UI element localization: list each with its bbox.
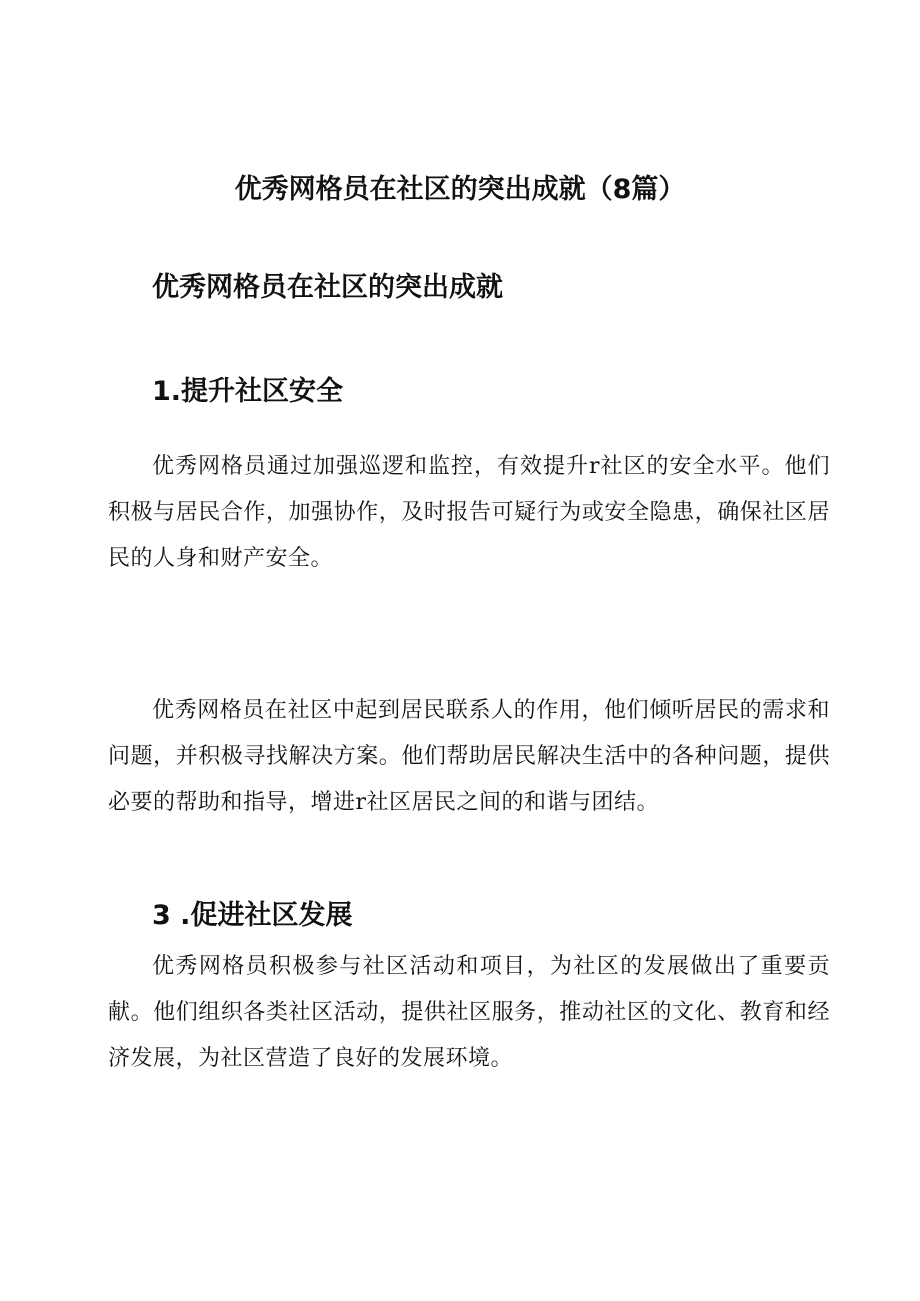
section-paragraph-2: 优秀网格员在社区中起到居民联系人的作用，他们倾听居民的需求和问题，并积极寻找解决方案。他们帮助居民解决生活中的各种问题，提供必要的帮助和指导，增进r社区居民之间的和谐与团结。 [108,698,830,815]
section-heading-1: 1.提升社区安全 [152,376,344,407]
document-subtitle: 优秀网格员在社区的突出成就 [152,272,503,303]
section-heading-3: 3 .促进社区发展 [152,900,353,931]
document-title: 优秀网格员在社区的突出成就（8篇） [234,174,686,205]
section-paragraph-1: 优秀网格员通过加强巡逻和监控，有效提升r社区的安全水平。他们积极与居民合作，加强协作，及时报告可疑行为或安全隐患，确保社区居民的人身和财产安全。 [108,454,830,571]
section-paragraph-3: 优秀网格员积极参与社区活动和项目，为社区的发展做出了重要贡献。他们组织各类社区活动，提供社区服务，推动社区的文化、教育和经济发展，为社区营造了良好的发展环境。 [108,954,830,1071]
